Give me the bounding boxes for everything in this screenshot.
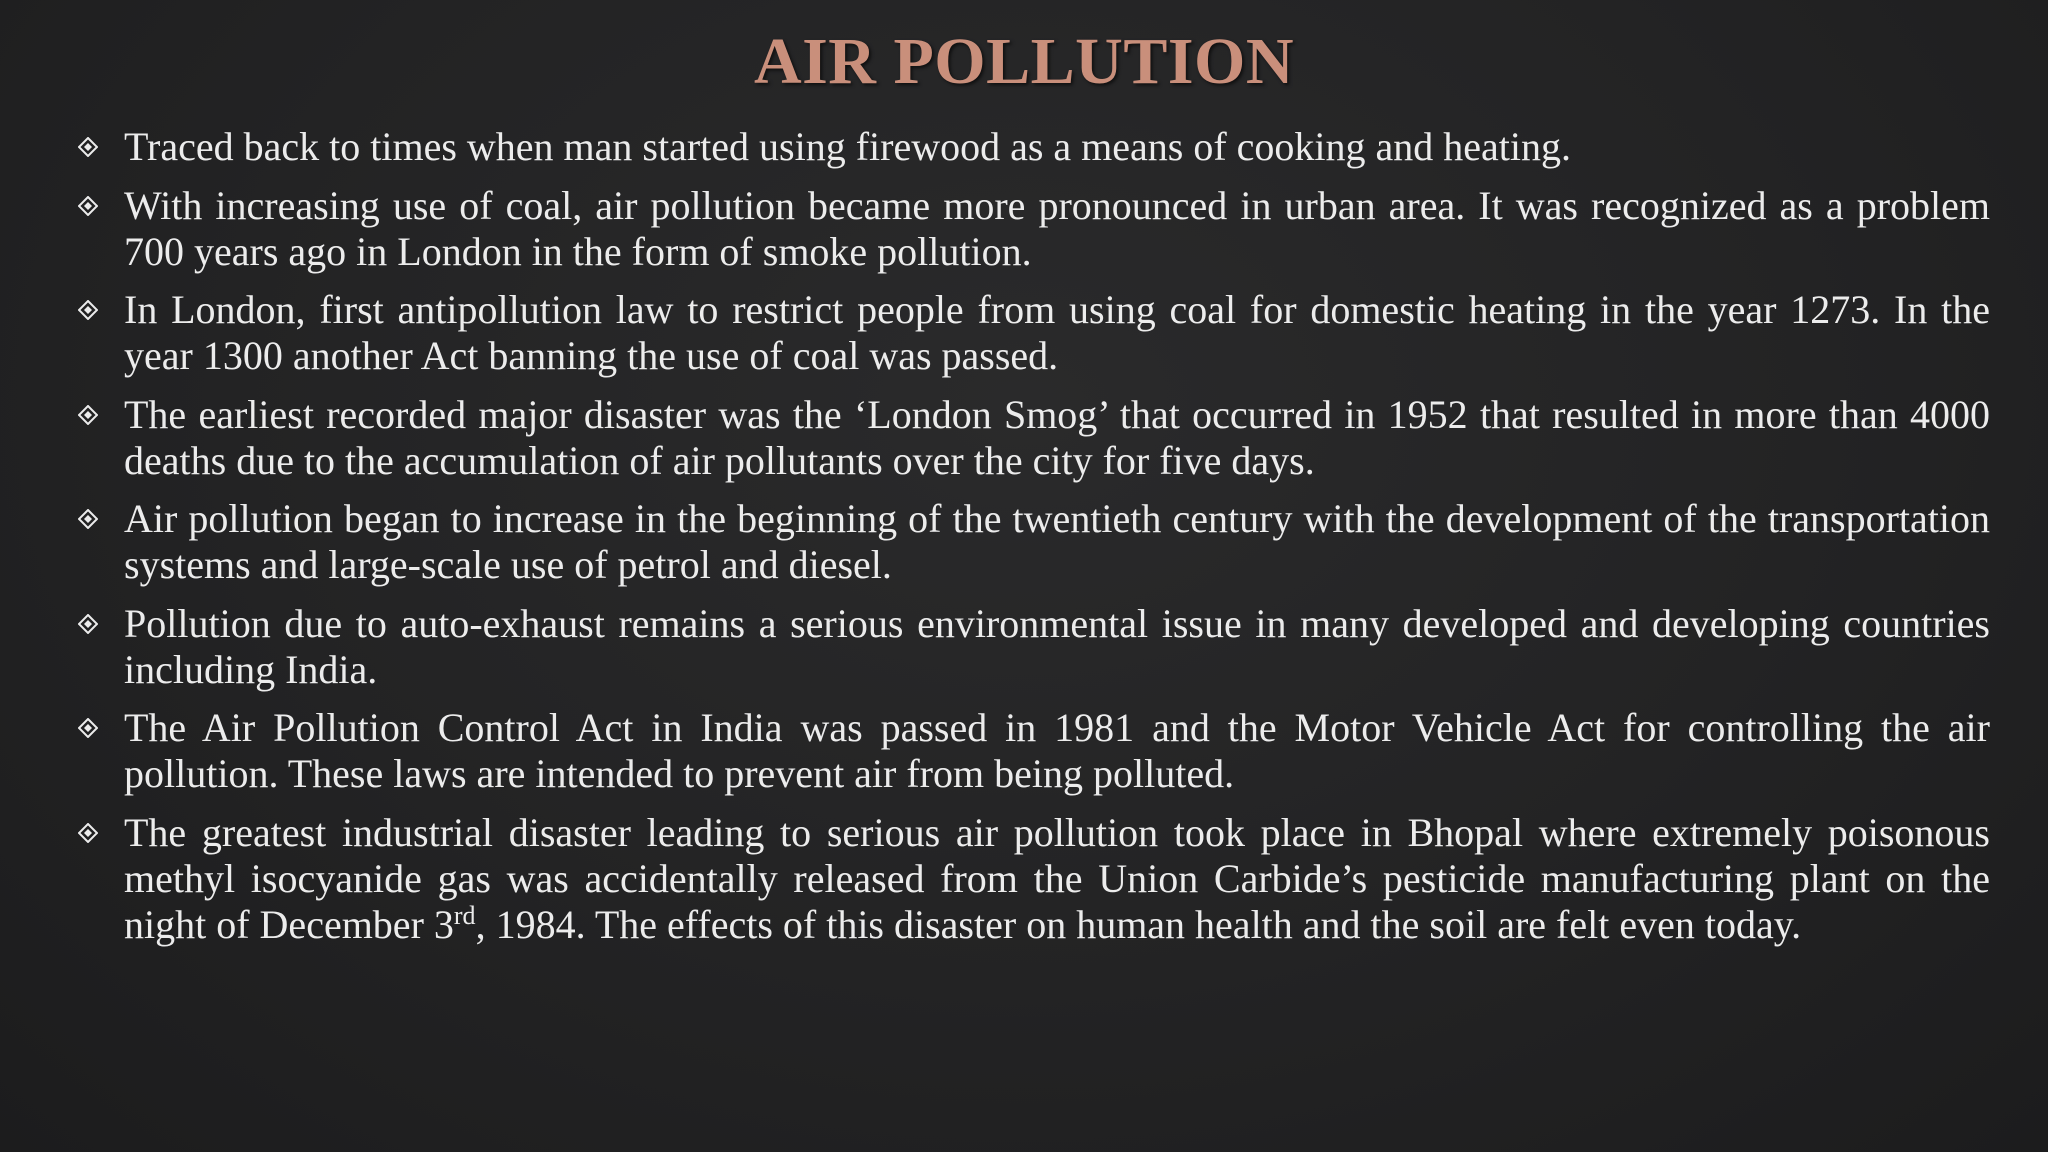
bullet-item — [72, 183, 1990, 275]
diamond-bullet-icon — [78, 300, 98, 320]
bullet-text: The greatest industrial disaster leading to serious air pollution took place in Bhopal where extremely poisonous methyl isocyanide gas was accidentally released from the Union Carbide’s pesticide manufacturing plant on the night of December 3 — [124, 809, 1990, 947]
bullet-text: Pollution due to auto-exhaust remains a serious environmental issue in many developed and developing countries including India. — [124, 600, 1990, 692]
slide-title: AIR POLLUTION — [753, 25, 1295, 98]
diamond-bullet-icon — [78, 718, 98, 738]
bullet-text: In London, first antipollution law to restrict people from using coal for domestic heating in the year 1273. In the year 1300 another Act banning the use of coal was passed. — [124, 287, 1990, 378]
bullet-text-continued: , 1984. The effects of this disaster on human health and the soil are felt even today. — [475, 901, 1802, 947]
bullet-item — [72, 810, 1990, 948]
diamond-bullet-icon — [78, 614, 98, 634]
bullet-text: Air pollution began to increase in the beginning of the twentieth century with the development of the transportation systems and large-scale use of petrol and diesel. — [124, 496, 1990, 587]
bullet-item — [72, 601, 1990, 693]
diamond-bullet-icon — [78, 196, 98, 216]
bullet-item — [72, 124, 1990, 170]
diamond-bullet-icon — [78, 823, 98, 843]
bullet-text: With increasing use of coal, air pollution became more pronounced in urban area. It was recognized as a problem 700 years ago in London in the form of smoke pollution. — [124, 182, 1990, 274]
bullet-list — [72, 124, 1990, 960]
diamond-bullet-icon — [78, 405, 98, 425]
superscript-ordinal: rd — [453, 900, 476, 930]
bullet-item — [72, 496, 1990, 588]
diamond-bullet-icon — [78, 509, 98, 529]
bullet-text: The Air Pollution Control Act in India was passed in 1981 and the Motor Vehicle Act for controlling the air pollution. These laws are intended to prevent air from being polluted. — [124, 705, 1990, 796]
bullet-text: The earliest recorded major disaster was the ‘London Smog’ that occurred in 1952 that resulted in more than 4000 deaths due to the accumulation of air pollutants over the city for five days. — [124, 391, 1990, 483]
diamond-bullet-icon — [78, 137, 98, 157]
bullet-item — [72, 392, 1990, 484]
bullet-text: Traced back to times when man started using firewood as a means of cooking and heating. — [124, 124, 1572, 169]
bullet-item — [72, 705, 1990, 797]
bullet-item — [72, 287, 1990, 379]
